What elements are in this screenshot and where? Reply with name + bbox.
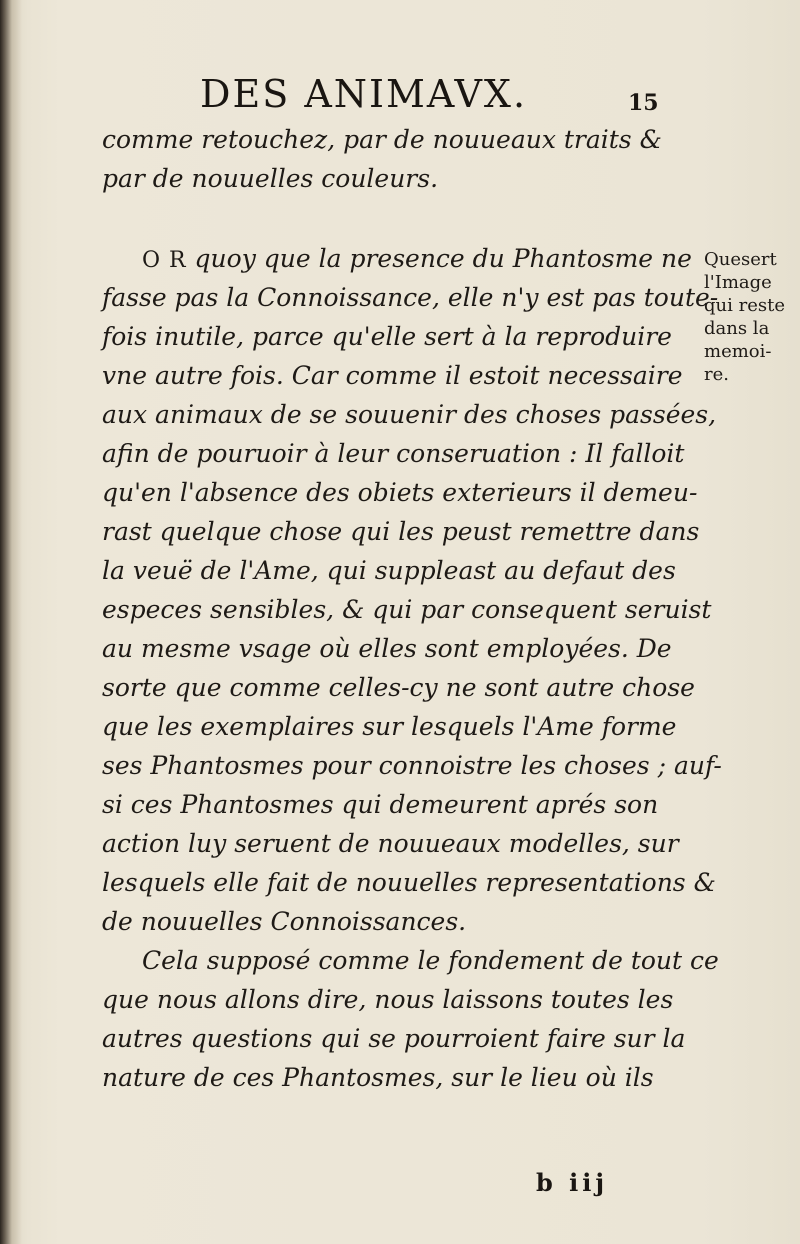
paragraph-initial: O R: [142, 248, 187, 273]
text-line: que nous allons dire, nous laissons toutes les: [102, 985, 674, 1014]
text-line: que les exemplaires sur lesquels l'Ame forme: [102, 712, 677, 741]
text-line: vne autre fois. Car comme il estoit necessaire: [102, 361, 683, 390]
text-line: lesquels elle fait de nouuelles representations &: [102, 868, 716, 897]
margin-note-line: re.: [704, 364, 729, 385]
margin-note-line: Quesert: [704, 249, 777, 270]
text-line: par de nouuelles couleurs.: [102, 164, 439, 193]
page-number: 15: [628, 90, 659, 116]
text-line: la veuë de l'Ame, qui suppleast au defaut des: [102, 556, 676, 585]
text-line: sorte que comme celles-cy ne sont autre chose: [102, 673, 695, 702]
binding-gutter: [0, 0, 22, 1244]
margin-note-line: qui reste: [704, 295, 785, 316]
text-line: si ces Phantosmes qui demeurent aprés son: [102, 790, 659, 819]
running-head: DES ANIMAVX.: [200, 72, 528, 116]
text-line: especes sensibles, & qui par consequent seruist: [102, 595, 712, 624]
text-line: au mesme vsage où elles sont employées. De: [102, 634, 672, 663]
text-line: autres questions qui se pourroient faire sur la: [102, 1024, 686, 1053]
text-line: fasse pas la Connoissance, elle n'y est pas toute-: [102, 283, 719, 312]
signature-mark: b iij: [536, 1168, 609, 1197]
text-line: fois inutile, parce qu'elle sert à la reproduire: [102, 322, 672, 351]
text-line: Cela supposé comme le fondement de tout ce: [142, 946, 719, 975]
text-line: comme retouchez, par de nouueaux traits &: [102, 125, 662, 154]
text-line: action luy seruent de nouueaux modelles, sur: [102, 829, 679, 858]
text-line: afin de pouruoir à leur conseruation : Il falloit: [102, 439, 685, 468]
text-line: de nouuelles Connoissances.: [102, 907, 467, 936]
text-line: qu'en l'absence des obiets exterieurs il demeu-: [102, 478, 698, 507]
text-line: rast quelque chose qui les peust remettre dans: [102, 517, 700, 546]
margin-note-line: memoi-: [704, 341, 772, 362]
text-line: nature de ces Phantosmes, sur le lieu où ils: [102, 1063, 654, 1092]
margin-note-line: dans la: [704, 318, 770, 339]
margin-note-line: l'Image: [704, 272, 772, 293]
margin-note: [704, 248, 800, 386]
body-text: [102, 120, 722, 1097]
paragraph-gap: [102, 198, 692, 239]
text-line: aux animaux de se souuenir des choses passées,: [102, 400, 717, 429]
text-line: [102, 239, 692, 278]
text-line: ses Phantosmes pour connoistre les choses ; auf-: [102, 751, 722, 780]
text-run: quoy que la presence du Phantosme ne: [186, 244, 692, 273]
